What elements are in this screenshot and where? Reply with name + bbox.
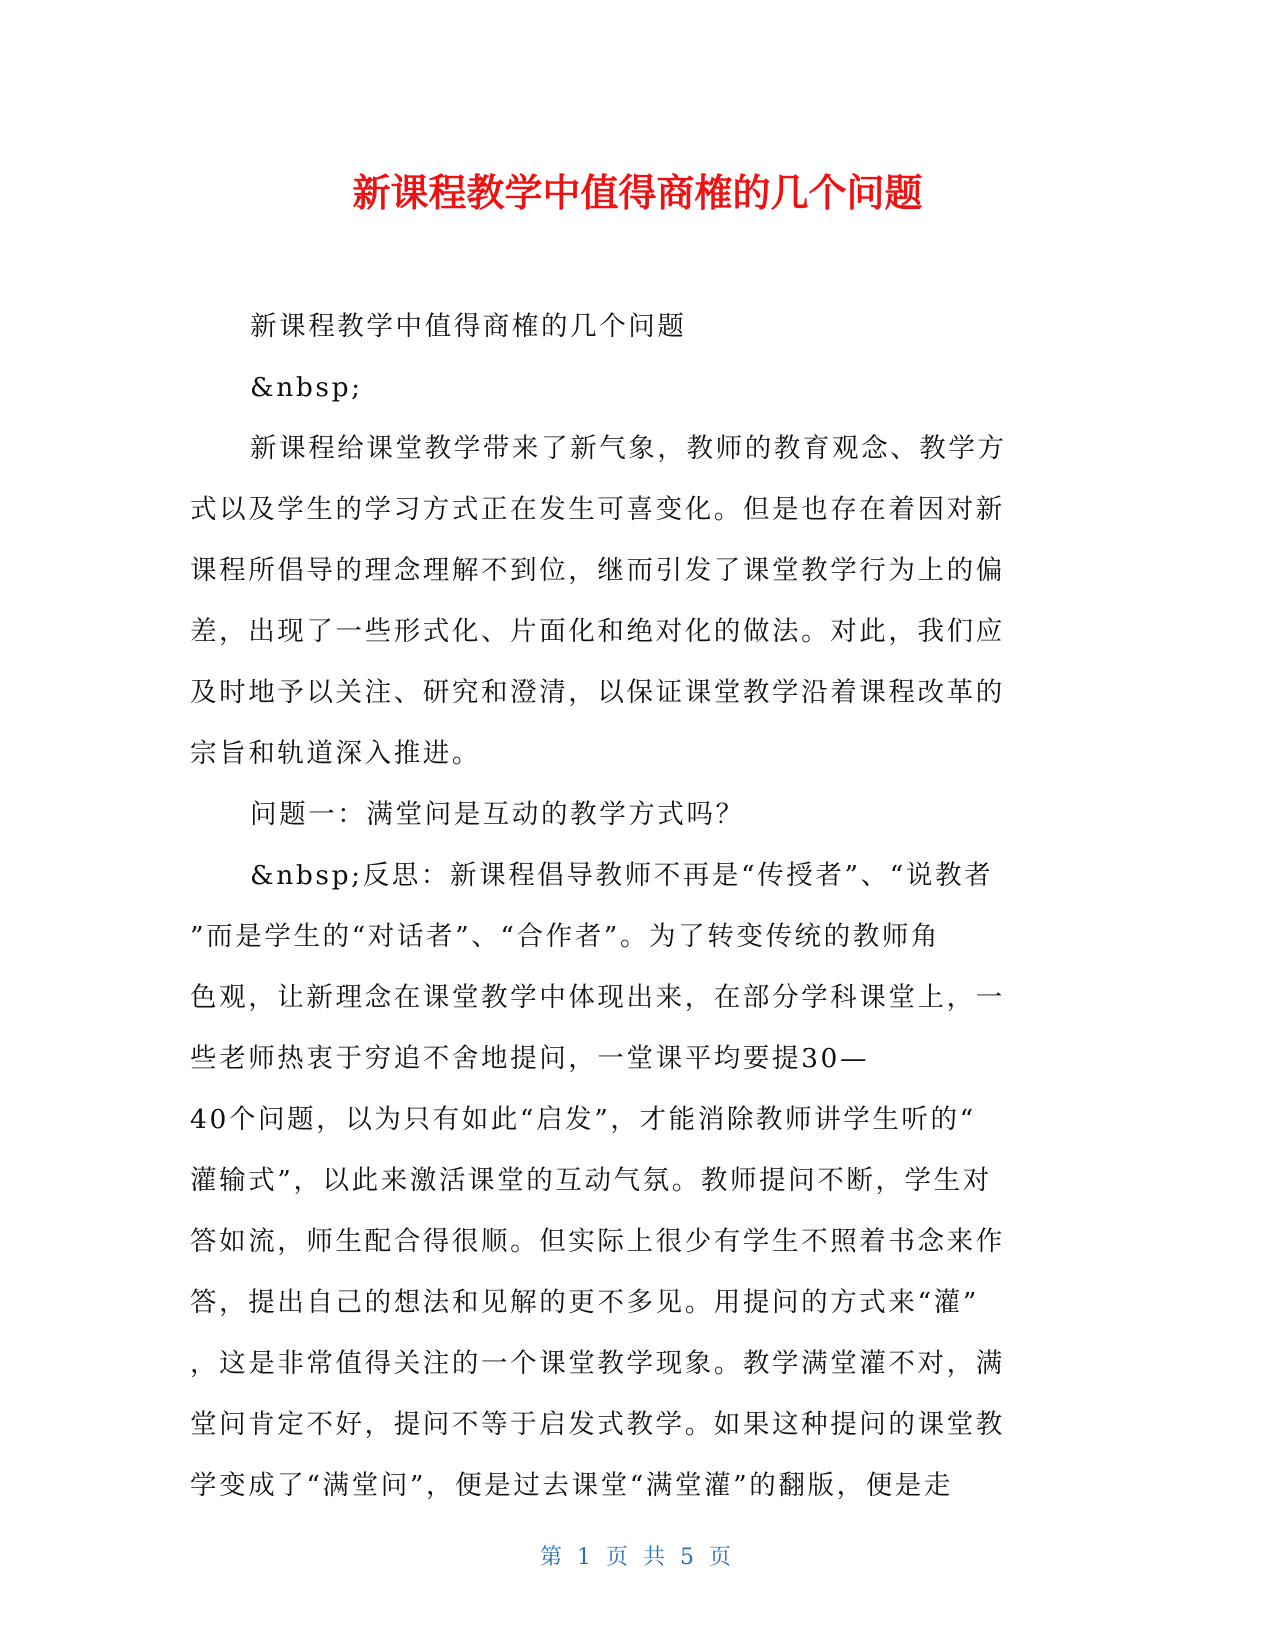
paragraph-line: 答，提出自己的想法和见解的更不多见。用提问的方式来“灌” xyxy=(190,1287,979,1318)
footer-current-page: 1 xyxy=(577,1545,595,1570)
paragraph-line: 新课程给课堂教学带来了新气象，教师的教育观念、教学方 xyxy=(250,433,1007,464)
paragraph-line: 宗旨和轨道深入推进。 xyxy=(190,738,481,769)
paragraph-line: 新课程教学中值得商榷的几个问题 xyxy=(250,311,687,342)
paragraph-line: ，这是非常值得关注的一个课堂教学现象。教学满堂灌不对，满 xyxy=(190,1348,1005,1379)
paragraph-line: 色观，让新理念在课堂教学中体现出来，在部分学科课堂上，一 xyxy=(190,982,1005,1013)
paragraph-line: 及时地予以关注、研究和澄清，以保证课堂教学沿着课程改革的 xyxy=(190,677,1005,708)
paragraph-line: 40个问题，以为只有如此“启发”，才能消除教师讲学生听的“ xyxy=(190,1104,976,1135)
page-footer xyxy=(0,1540,1275,1571)
document-title: 新课程教学中值得商榷的几个问题 xyxy=(352,171,923,215)
document-body xyxy=(190,296,1060,1516)
paragraph-line: 差，出现了一些形式化、片面化和绝对化的做法。对此，我们应 xyxy=(190,616,1005,647)
paragraph-line: &nbsp;反思：新课程倡导教师不再是“传授者”、“说教者 xyxy=(250,860,994,891)
paragraph-line: ”而是学生的“对话者”、“合作者”。为了转变传统的教师角 xyxy=(190,921,941,952)
footer-prefix: 第 xyxy=(539,1545,566,1570)
footer-suffix: 页 xyxy=(709,1545,736,1570)
paragraph-line: 式以及学生的学习方式正在发生可喜变化。但是也存在着因对新 xyxy=(190,494,1005,525)
paragraph-line: 问题一：满堂问是互动的教学方式吗？ xyxy=(250,799,745,830)
footer-middle: 页 共 xyxy=(606,1545,669,1570)
paragraph-line: &nbsp; xyxy=(250,372,363,403)
paragraph-line: 课程所倡导的理念理解不到位，继而引发了课堂教学行为上的偏 xyxy=(190,555,1005,586)
paragraph-line: 答如流，师生配合得很顺。但实际上很少有学生不照着书念来作 xyxy=(190,1226,1005,1257)
paragraph-line: 灌输式”，以此来激活课堂的互动气氛。教师提问不断，学生对 xyxy=(190,1165,992,1196)
paragraph-line: 堂问肯定不好，提问不等于启发式教学。如果这种提问的课堂教 xyxy=(190,1409,1005,1440)
paragraph-line: 些老师热衷于穷追不舍地提问，一堂课平均要提30— xyxy=(190,1043,870,1074)
footer-total-pages: 5 xyxy=(680,1545,698,1570)
paragraph-line: 学变成了“满堂问”，便是过去课堂“满堂灌”的翻版，便是走 xyxy=(190,1470,953,1501)
